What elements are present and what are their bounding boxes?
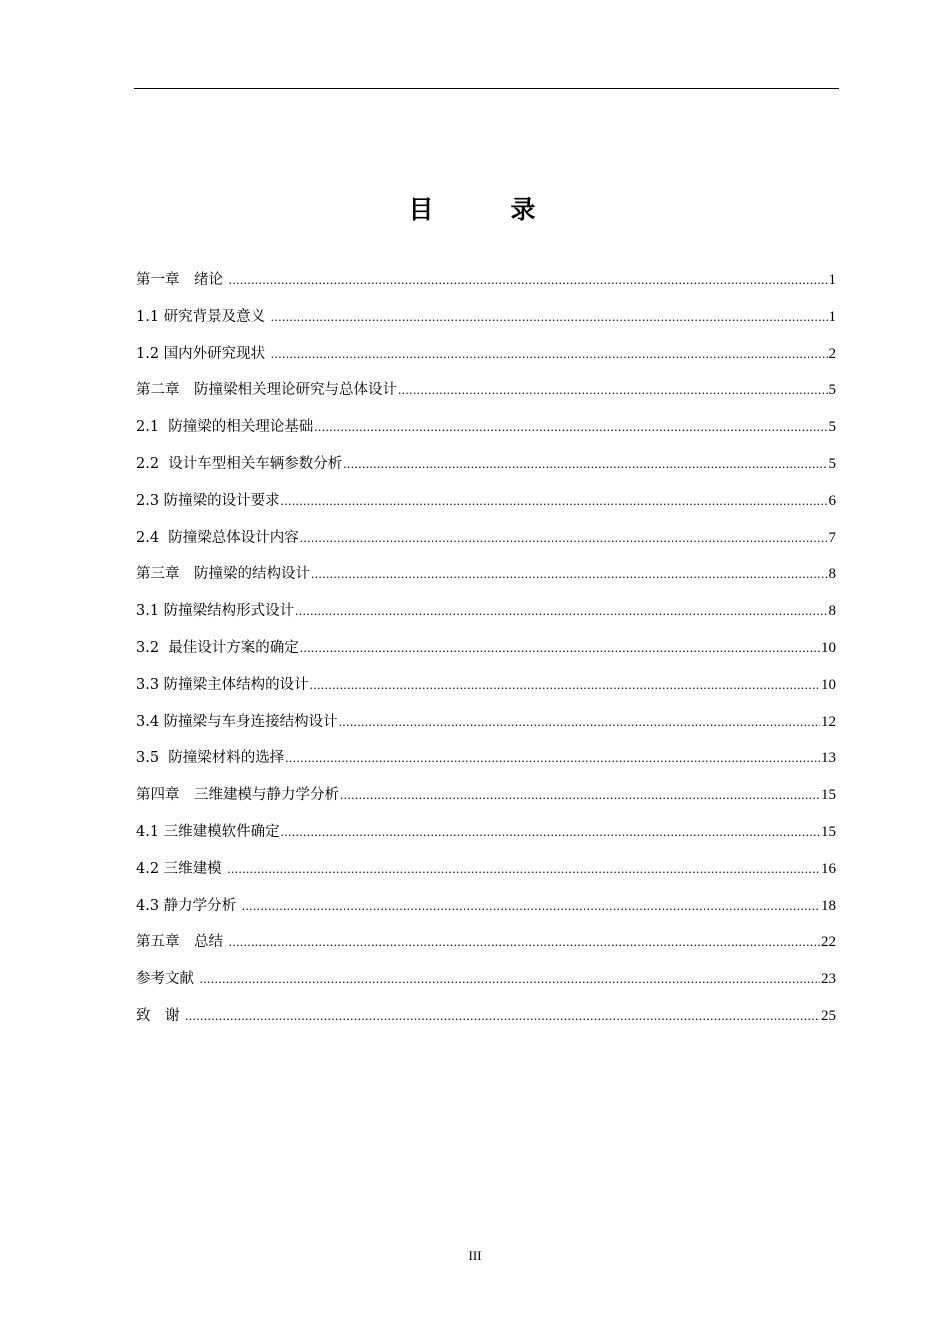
toc-entry-label: 2.4 防撞梁总体设计内容	[136, 529, 299, 546]
toc-entry-page: 15	[821, 823, 836, 840]
page-number: III	[468, 1248, 482, 1263]
toc-entry[interactable]	[136, 855, 836, 892]
toc-dot-leader	[300, 634, 820, 662]
toc-entry-page: 2	[828, 345, 836, 362]
toc-dot-leader	[285, 744, 820, 772]
toc-entry-page: 10	[821, 639, 836, 656]
toc-entry-label: 第一章 绪论	[136, 272, 228, 288]
toc-entry-label: 1.1 研究背景及意义	[136, 308, 270, 325]
toc-entry[interactable]	[136, 340, 836, 377]
toc-entry-label: 4.1 三维建模软件确定	[136, 823, 280, 840]
toc-entry-label: 第五章 总结	[136, 934, 228, 951]
toc-dot-leader	[343, 450, 827, 478]
toc-entry[interactable]	[136, 376, 836, 413]
toc-entry[interactable]	[136, 487, 836, 524]
toc-entry[interactable]	[136, 634, 836, 671]
header-rule	[134, 88, 839, 89]
toc-entry-label: 第四章 三维建模与静力学分析	[136, 787, 339, 804]
toc-entry-page: 13	[821, 750, 836, 767]
toc-dot-leader	[271, 303, 828, 331]
toc-dot-leader	[200, 965, 820, 993]
toc-dot-leader	[242, 892, 820, 920]
toc-dot-leader	[295, 597, 827, 625]
toc-entry-page: 16	[821, 860, 836, 877]
toc-entry-page: 5	[828, 419, 836, 436]
toc-entry[interactable]	[136, 671, 836, 708]
toc-entry-label: 参考文献	[136, 971, 199, 988]
toc-entry[interactable]	[136, 928, 836, 965]
toc-entry-page: 18	[821, 897, 836, 914]
toc-entry[interactable]	[136, 524, 836, 561]
toc-entry-label: 4.2 三维建模	[136, 860, 227, 877]
toc-entry[interactable]	[136, 892, 836, 929]
toc-dot-leader	[185, 1002, 820, 1030]
toc-entry-page: 5	[828, 455, 836, 472]
toc-entry-label: 3.2 最佳设计方案的确定	[136, 639, 299, 656]
toc-entry[interactable]	[136, 450, 836, 487]
toc-dot-leader	[227, 855, 820, 883]
toc-entry-label: 第三章 防撞梁的结构设计	[136, 566, 310, 583]
toc-entry-page: 7	[828, 529, 836, 546]
toc-dot-leader	[271, 340, 828, 368]
toc-dot-leader	[281, 487, 828, 515]
toc-entry[interactable]	[136, 413, 836, 450]
toc-dot-leader	[229, 266, 828, 294]
toc-entry[interactable]	[136, 1002, 836, 1039]
toc-dot-leader	[339, 708, 820, 736]
toc-entry-label: 3.4 防撞梁与车身连接结构设计	[136, 713, 338, 730]
toc-entry-page: 6	[828, 492, 836, 509]
toc-entry[interactable]	[136, 708, 836, 745]
toc-entry-label: 致 谢	[136, 1007, 185, 1024]
toc-dot-leader	[340, 781, 820, 809]
toc-entry-label: 2.1 防撞梁的相关理论基础	[136, 419, 314, 436]
toc-entry-page: 12	[821, 713, 836, 730]
toc-entry[interactable]	[136, 560, 836, 597]
toc-entry-page: 1	[828, 308, 836, 325]
toc-entry[interactable]	[136, 818, 836, 855]
toc-entry[interactable]	[136, 781, 836, 818]
toc-entry-page: 25	[821, 1007, 836, 1024]
toc-entry[interactable]	[136, 965, 836, 1002]
toc-entry[interactable]	[136, 597, 836, 634]
toc-dot-leader	[281, 818, 820, 846]
toc-entry-page: 8	[828, 566, 836, 583]
toc-entry-page: 5	[828, 382, 836, 399]
toc-entry-label: 2.3 防撞梁的设计要求	[136, 492, 280, 509]
toc-entry[interactable]	[136, 303, 836, 340]
toc-dot-leader	[300, 524, 828, 552]
toc-entry-label: 3.5 防撞梁材料的选择	[136, 750, 285, 767]
toc-dot-leader	[229, 928, 820, 956]
toc-dot-leader	[314, 413, 827, 441]
toc-entry-label: 第二章 防撞梁相关理论研究与总体设计	[136, 382, 397, 399]
toc-entry-page: 23	[821, 971, 836, 988]
toc-dot-leader	[398, 376, 828, 404]
toc-entry-label: 3.1 防撞梁结构形式设计	[136, 603, 295, 620]
toc-entry-label: 4.3 静力学分析	[136, 897, 241, 914]
table-of-contents	[136, 266, 836, 1039]
toc-dot-leader	[311, 560, 828, 588]
toc-entry[interactable]	[136, 266, 836, 303]
toc-entry-page: 15	[821, 787, 836, 804]
toc-entry-label: 1.2 国内外研究现状	[136, 345, 270, 362]
toc-entry-page: 10	[821, 676, 836, 693]
toc-entry-label: 3.3 防撞梁主体结构的设计	[136, 676, 309, 693]
toc-entry-page: 22	[821, 934, 836, 951]
toc-entry[interactable]	[136, 744, 836, 781]
page-title: 目 录	[408, 195, 562, 224]
toc-entry-label: 2.2 设计车型相关车辆参数分析	[136, 455, 343, 472]
toc-dot-leader	[310, 671, 820, 699]
toc-entry-page: 8	[828, 603, 836, 620]
toc-entry-page: 1	[828, 272, 836, 288]
